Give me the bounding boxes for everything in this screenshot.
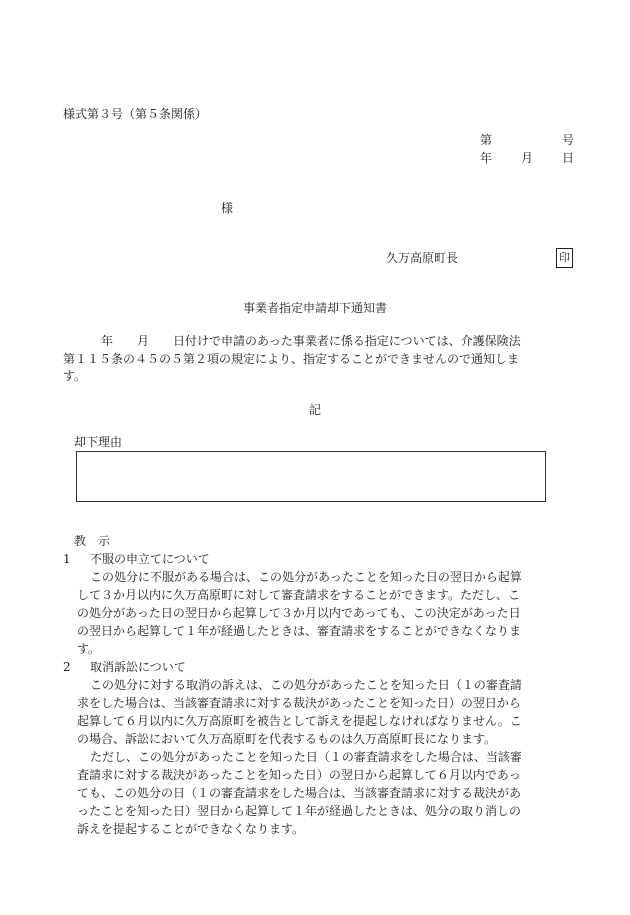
section-line: 起算して６月以内に久万高原町を被告として訴えを提起しなければなりません。こ [77, 714, 522, 728]
section-line: の場合、訴訟において久万高原町を代表するものは久万高原町長になります。 [77, 732, 497, 746]
addressee: 様 [221, 201, 234, 215]
section-line: この処分に不服がある場合は、この処分があったことを知った日の翌日から起算 [90, 570, 522, 584]
document-title: 事業者指定申請却下通知書 [242, 301, 387, 315]
section-line: ただし、この処分があったことを知った日（１の審査請求をした場合は、当該審 [90, 750, 522, 764]
rejection-reason-value [77, 452, 545, 464]
rejection-reason-box [76, 451, 546, 502]
section-heading: 取消訴訟について [90, 660, 186, 674]
date-day: 日 [562, 151, 575, 165]
date-month: 月 [521, 151, 534, 165]
section-number: 2 [63, 660, 71, 674]
section-line: ても、この処分の日（１の審査請求をした場合は、当該審査請求に対する裁決があ [77, 786, 522, 800]
ki-heading: 記 [308, 403, 321, 417]
seal-box: 印 [556, 248, 573, 268]
number-suffix: 号 [562, 133, 575, 147]
section-line: ったことを知った日）翌日から起算して１年が経過したときは、処分の取り消しの [77, 804, 522, 818]
section-number: 1 [63, 552, 71, 566]
section-line: の処分があった日の翌日から起算して３か月以内であっても、この決定があった日 [77, 606, 521, 620]
section-line: の翌日から起算して１年が経過したときは、審査請求をすることができなくなりま [77, 624, 522, 638]
section-line: 求をした場合は、当該審査請求に対する裁決があったことを知った日）の翌日から [77, 696, 521, 710]
section-line: して３か月以内に久万高原町に対して審査請求をすることができます。ただし、こ [77, 588, 521, 602]
number-prefix: 第 [480, 133, 493, 147]
section-heading: 不服の申立てについて [90, 552, 210, 566]
rejection-reason-label: 却下理由 [74, 435, 123, 449]
body-line: 年 月 日付けで申請のあった事業者に係る指定については、介護保険法 [101, 334, 521, 348]
body-line: す。 [63, 369, 87, 383]
body-line: 第１１５条の４５の５第２項の規定により、指定することができませんので通知しま [63, 351, 520, 366]
section-line: す。 [77, 642, 101, 656]
date-year: 年 [480, 151, 493, 165]
form-label: 様式第３号（第５条関係） [63, 107, 208, 121]
section-line: 訴えを提起することができなくなります。 [77, 822, 305, 836]
notice-title: 教 示 [74, 534, 111, 548]
section-line: この処分に対する取消の訴えは、この処分があったことを知った日（１の審査請 [90, 678, 522, 692]
issuer-name: 久万高原町長 [386, 251, 459, 265]
section-line: 査請求に対する裁決があったことを知った日）の翌日から起算して６月以内であっ [77, 768, 521, 782]
body-paragraph [63, 333, 573, 386]
